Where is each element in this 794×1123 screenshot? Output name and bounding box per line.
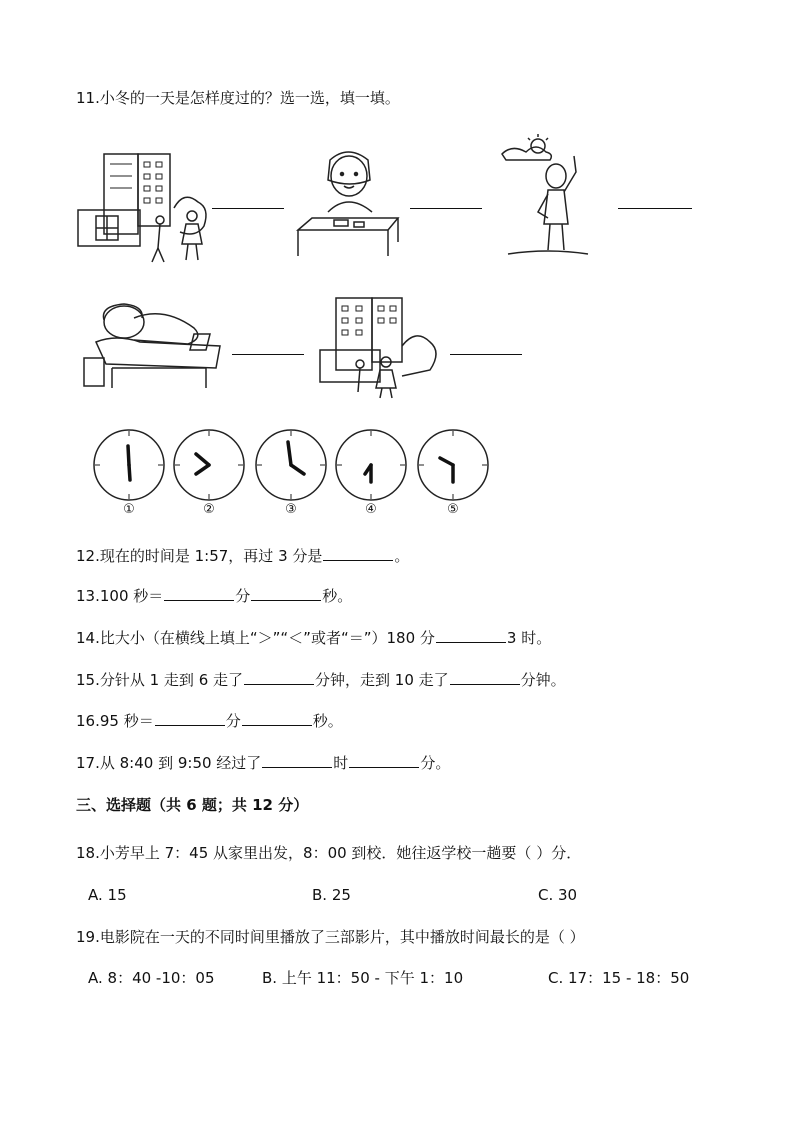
question-12-text: 12.现在的时间是 1:57，再过 3 分是 (76, 547, 323, 565)
answer-line-scene-1[interactable] (212, 208, 284, 209)
clock-5-label: ⑤ (447, 502, 459, 517)
studying-illustration (294, 142, 406, 260)
question-13 (76, 586, 352, 606)
question-17 (76, 753, 450, 773)
answer-blank[interactable] (242, 711, 312, 726)
answer-blank[interactable] (450, 670, 520, 685)
question-13-unit-1: 分 (235, 587, 251, 605)
clock-2 (172, 428, 246, 502)
answer-blank[interactable] (244, 670, 314, 685)
question-14-text: 14.比大小（在横线上填上“＞”“＜”或者“＝”）180 分 (76, 629, 435, 647)
question-19: 19.电影院在一天的不同时间里播放了三部影片，其中播放时间最长的是（ ） (76, 928, 585, 946)
question-16-text: 16.95 秒＝ (76, 712, 154, 730)
clock-3 (254, 428, 328, 502)
clock-4-label: ④ (365, 502, 377, 517)
question-14 (76, 628, 551, 648)
question-15-text: 15.分针从 1 走到 6 走了 (76, 671, 244, 689)
question-14-end: 3 时。 (506, 629, 552, 647)
section-3-title: 三、选择题（共 6 题；共 12 分） (76, 796, 309, 814)
clock-3-label: ③ (285, 502, 297, 517)
answer-line-scene-2[interactable] (410, 208, 482, 209)
question-17-unit-1: 时 (333, 754, 349, 772)
answer-line-scene-3[interactable] (618, 208, 692, 209)
question-18: 18.小芳早上 7：45 从家里出发，8：00 到校．她往返学校一趟要（ ）分． (76, 844, 582, 862)
clock-2-label: ② (203, 502, 215, 517)
answer-line-scene-4[interactable] (232, 354, 304, 355)
answer-blank[interactable] (436, 628, 506, 643)
question-12 (76, 546, 409, 566)
outdoor-illustration (498, 132, 598, 260)
clock-1-label: ① (123, 502, 135, 517)
question-17-unit-2: 分。 (420, 754, 451, 772)
clock-1 (92, 428, 166, 502)
question-15-end: 分钟。 (520, 671, 566, 689)
clock-4 (334, 428, 408, 502)
answer-blank[interactable] (164, 586, 234, 601)
question-16-unit-1: 分 (225, 712, 241, 730)
option-b[interactable]: B. 25 (312, 886, 351, 904)
answer-blank[interactable] (155, 711, 225, 726)
sleeping-illustration (76, 298, 226, 390)
question-11: 11.小冬的一天是怎样度过的？选一选，填一填。 (76, 89, 400, 107)
answer-blank[interactable] (323, 546, 393, 561)
question-13-unit-2: 秒。 (322, 587, 353, 605)
question-15 (76, 670, 566, 690)
school-return-illustration (318, 292, 448, 400)
option-c[interactable]: C. 17：15 - 18：50 (548, 969, 690, 987)
option-a[interactable]: A. 15 (88, 886, 127, 904)
clock-5 (416, 428, 490, 502)
question-16-unit-2: 秒。 (312, 712, 343, 730)
question-12-end: 。 (394, 547, 410, 565)
option-a[interactable]: A. 8：40 -10：05 (88, 969, 215, 987)
question-15-mid: 分钟，走到 10 走了 (315, 671, 449, 689)
answer-blank[interactable] (262, 753, 332, 768)
question-16 (76, 711, 343, 731)
answer-line-scene-5[interactable] (450, 354, 522, 355)
question-13-text: 13.100 秒＝ (76, 587, 164, 605)
school-illustration (74, 148, 214, 266)
option-c[interactable]: C. 30 (538, 886, 578, 904)
answer-blank[interactable] (349, 753, 419, 768)
answer-blank[interactable] (251, 586, 321, 601)
question-17-text: 17.从 8:40 到 9:50 经过了 (76, 754, 262, 772)
option-b[interactable]: B. 上午 11：50 - 下午 1：10 (262, 969, 464, 987)
